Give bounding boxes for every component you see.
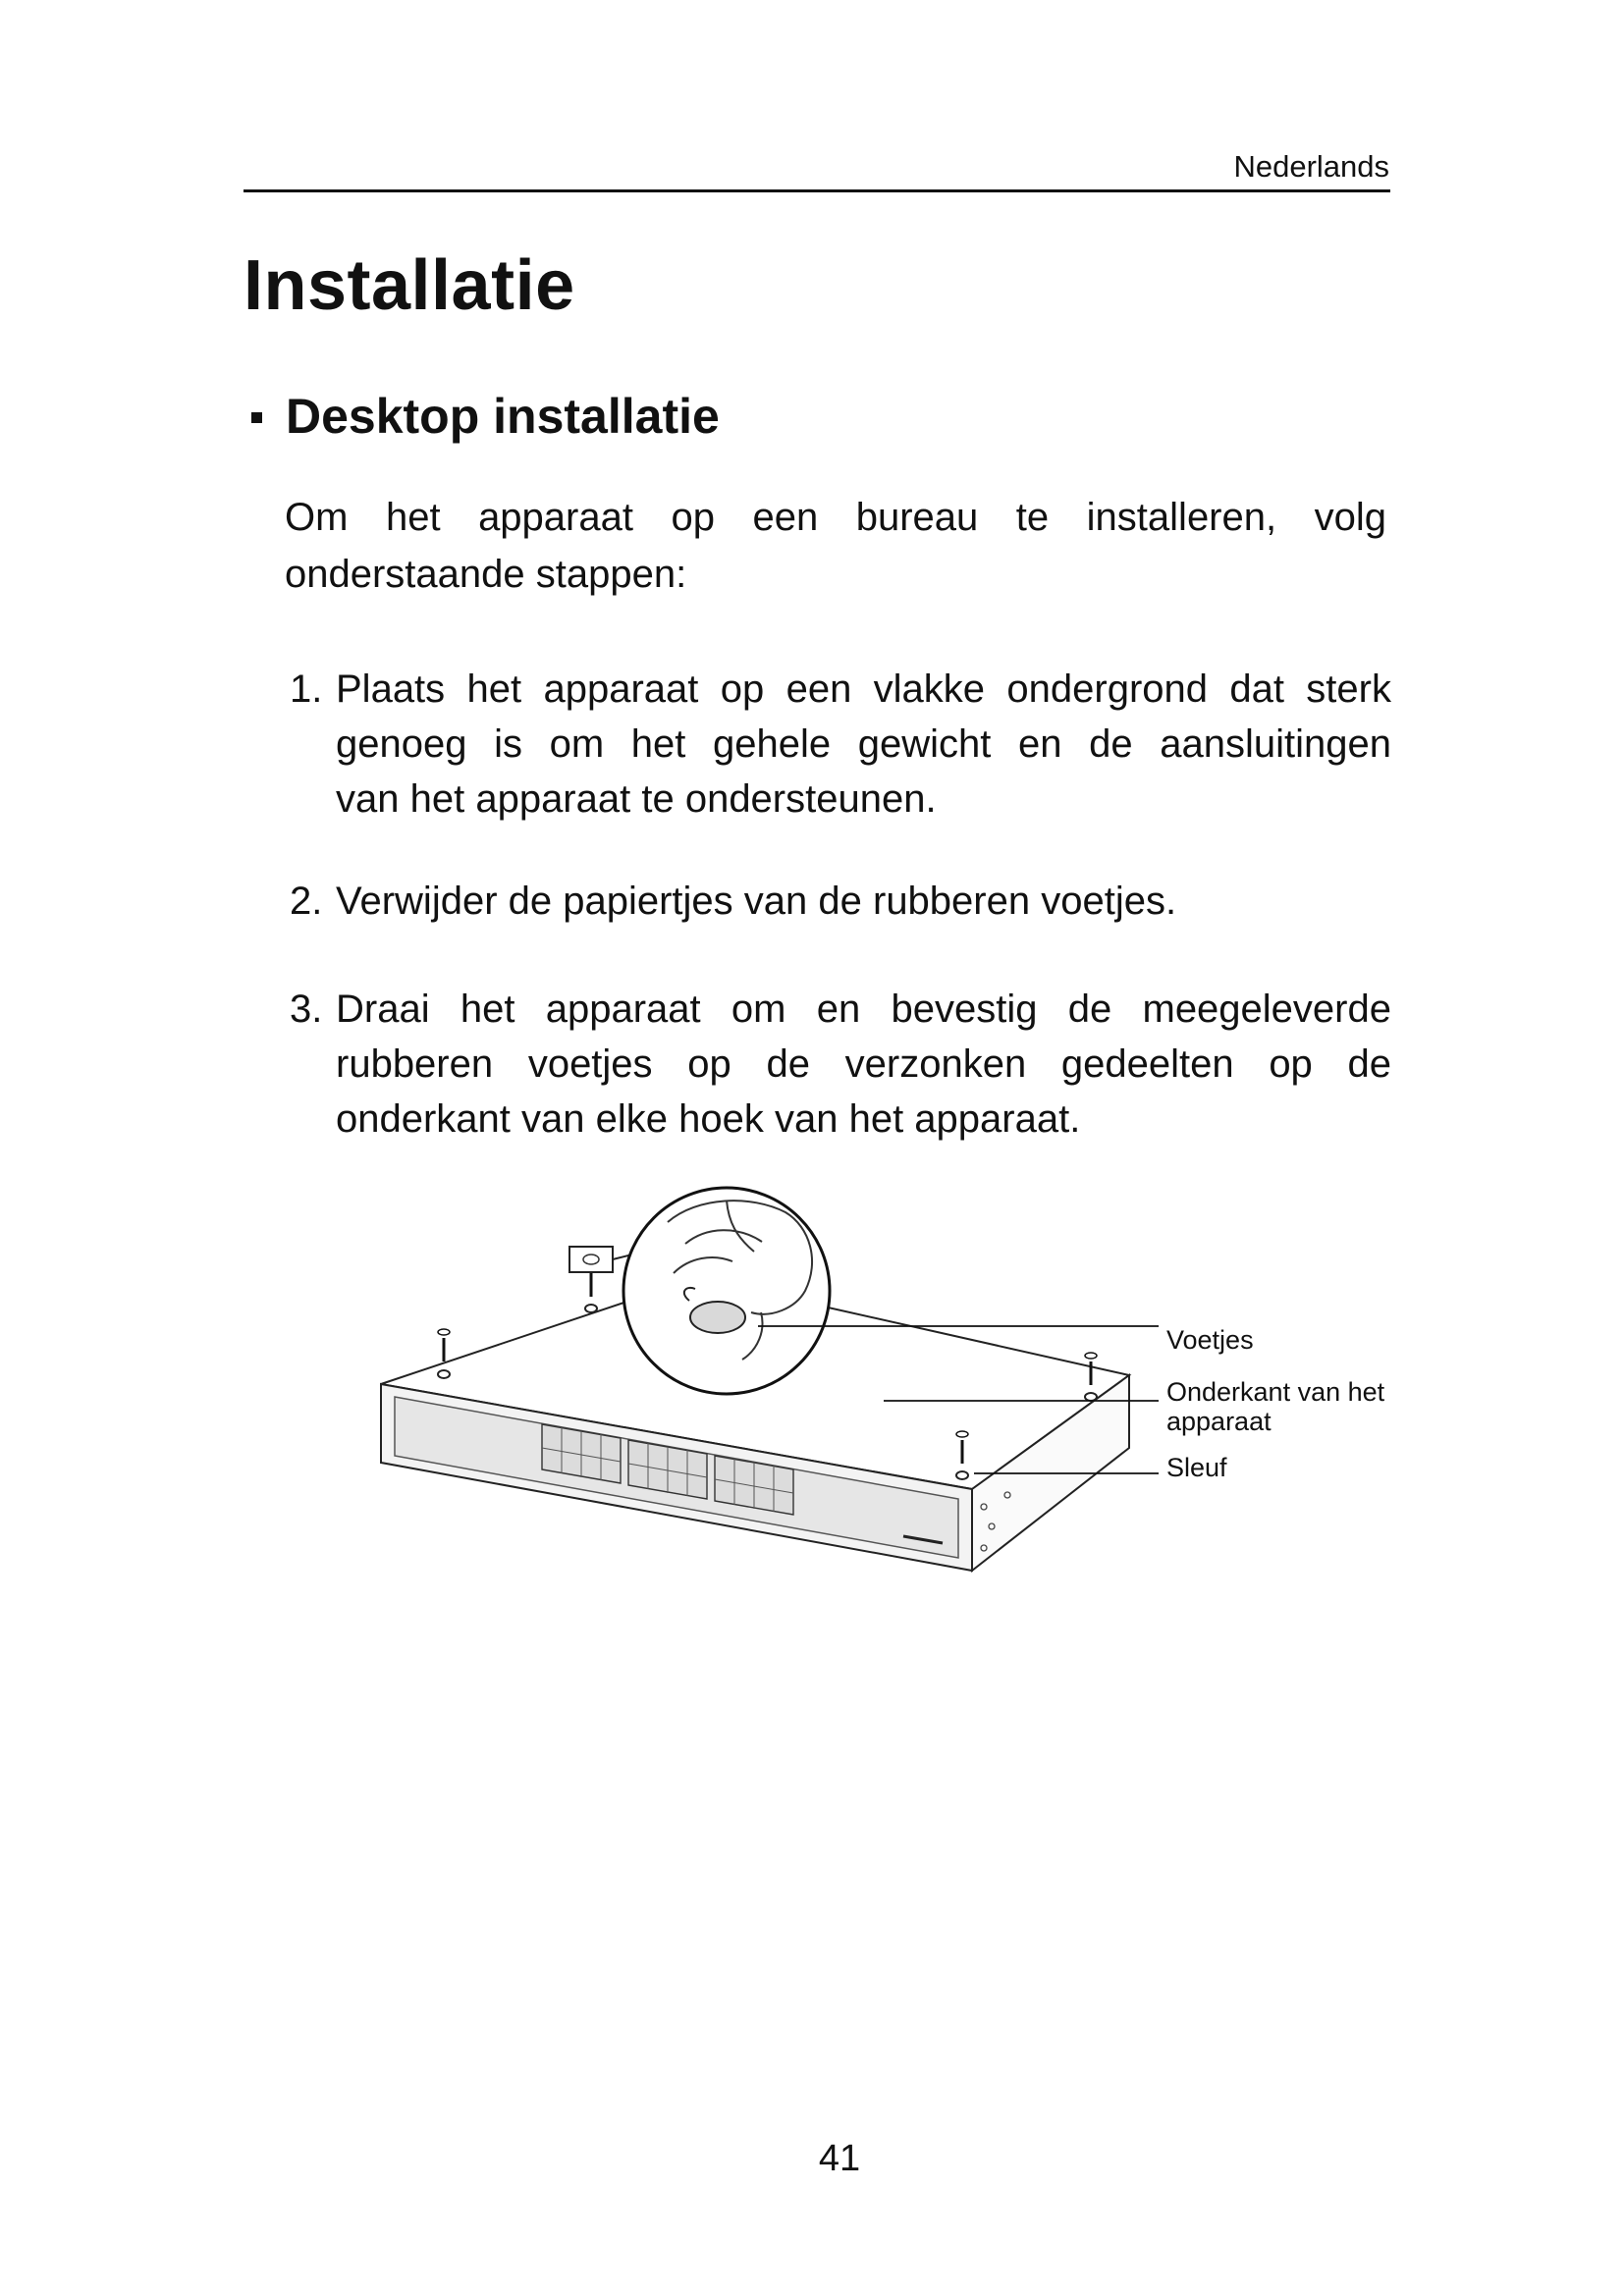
callout-feet: Voetjes: [1166, 1325, 1254, 1355]
intro-line: onderstaande stappen:: [285, 553, 687, 596]
installation-figure: [373, 1183, 1394, 1595]
step-line: van het apparaat te ondersteunen.: [336, 777, 937, 821]
step-line: Draai het apparaat om en bevestig de meegeleverde: [336, 988, 1391, 1031]
step-line: rubberen voetjes op de verzonken gedeelten op de: [336, 1042, 1391, 1086]
step-number: 3.: [290, 988, 323, 1031]
step-line: genoeg is om het gehele gewicht en de aansluitingen: [336, 722, 1391, 766]
step-3: [290, 982, 1391, 1147]
step-2: [290, 874, 1391, 929]
step-1: [290, 662, 1391, 827]
callout-slot: Sleuf: [1166, 1453, 1227, 1482]
step-number: 1.: [290, 667, 323, 711]
step-text: [336, 662, 1391, 827]
intro-paragraph: [285, 489, 1386, 603]
step-line: onderkant van elke hoek van het apparaat.: [336, 1097, 1081, 1141]
magnified-detail-circle: [623, 1188, 830, 1394]
bullet-marker: [251, 412, 262, 423]
rubber-foot: [690, 1302, 745, 1333]
page-title: Installatie: [244, 246, 575, 325]
step-text: [336, 874, 1391, 929]
step-text: [336, 982, 1391, 1147]
intro-line: Om het apparaat op een bureau te installeren, volg: [285, 496, 1386, 539]
section-heading: [251, 388, 720, 445]
callout-bottom: Onderkant van het apparaat: [1166, 1377, 1385, 1436]
step-number: 2.: [290, 880, 323, 923]
header-language: Nederlands: [1233, 149, 1389, 184]
page-number: 41: [818, 2138, 861, 2179]
section-heading-text: Desktop installatie: [286, 389, 720, 444]
header-divider: [244, 189, 1390, 192]
step-line: Plaats het apparaat op een vlakke ondergrond dat sterk: [336, 667, 1391, 711]
step-line: Verwijder de papiertjes van de rubberen voetjes.: [336, 880, 1177, 923]
